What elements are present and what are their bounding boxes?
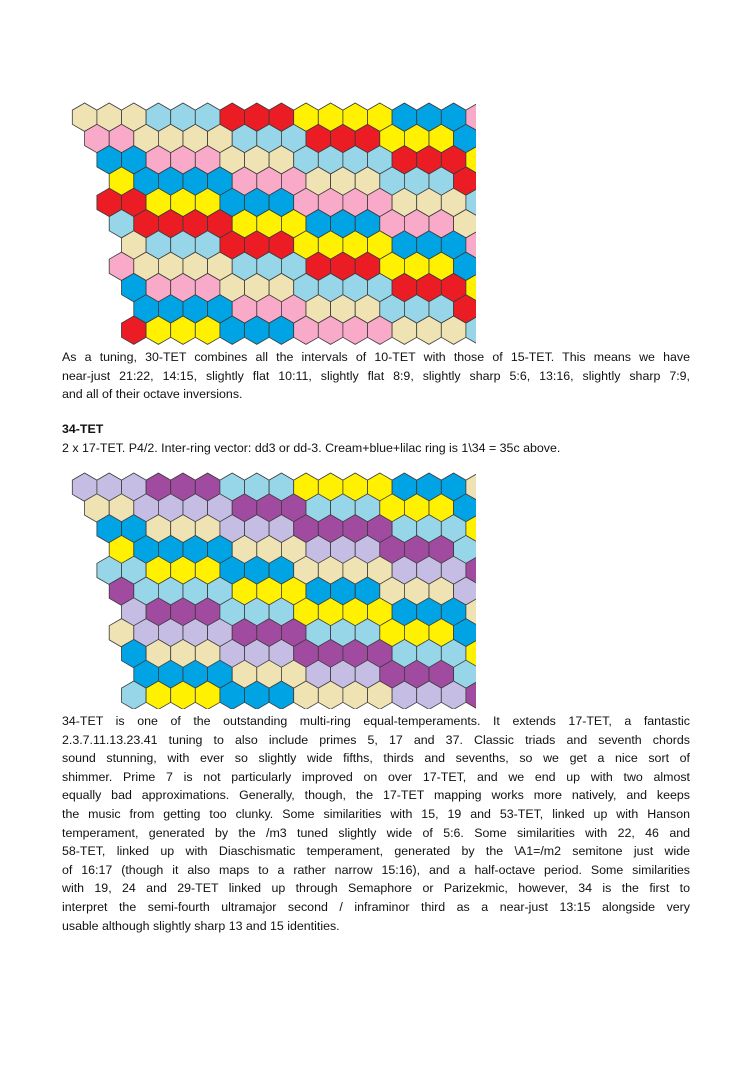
text-line: of 16:17 (though it also maps to a rather narrow 15:16), and a half-octave period. Some similarities xyxy=(62,862,690,877)
section-heading-34tet: 34-TET xyxy=(62,422,104,436)
hex-lattice-30tet-svg xyxy=(0,100,476,345)
text-line: equally bad approximations. Generally, though, the 17-TET mapping works more natively, and keeps xyxy=(62,788,690,803)
text-line: 58-TET, linked up with Diaschismatic temperament, generated by the \A1=/m2 semitone just wide xyxy=(62,844,690,859)
text-line: and all of their octave inversions. xyxy=(62,387,243,402)
text-line: temperament, generated by the /m3 tuned slightly wide of 5:6. Some similarities with 22, 46 and xyxy=(62,825,690,840)
text-line: As a tuning, 30-TET combines all the intervals of 10-TET with those of 15-TET. This means we have xyxy=(62,350,690,364)
hex-lattice-34tet-svg xyxy=(0,469,476,709)
paragraph-34tet xyxy=(62,712,690,935)
text-line: usable although slightly sharp 13 and 15 identities. xyxy=(62,918,340,933)
text-line: the music from getting too clunky. Some similarities with 15, 19 and 53-TET, linked up with Hanson xyxy=(62,806,690,821)
paragraph-30tet xyxy=(62,348,690,404)
text-line: 2.3.7.11.13.23.41 tuning to also include primes 5, 17 and 37. Classic triads and seventh chords xyxy=(62,732,690,747)
text-line: interpret the semi-fourth ultramajor second / inframinor third as a near-just 13:15 alongside very xyxy=(62,899,690,914)
hex-lattice-34tet xyxy=(0,469,476,709)
text-line: sound stunning, with ever so slightly wide fifths, thirds and sevenths, so we get a nice sort of xyxy=(62,751,690,766)
text-line: near-just 21:22, 14:15, slightly flat 10:11, slightly flat 8:9, slightly sharp 5:6, 13:16, slightly sharp 7:9, xyxy=(62,368,690,383)
section-subtitle-34tet: 2 x 17-TET. P4/2. Inter-ring vector: dd3 or dd-3. Cream+blue+lilac ring is 1\34 = 35c above. xyxy=(62,441,561,455)
text-line: shimmer. Prime 7 is not particularly improved on over 17-TET, and we end up with two almost xyxy=(62,769,690,784)
text-line: with 19, 24 and 29-TET linked up through Semaphore or Parizekmic, however, 34 is the first to xyxy=(62,881,690,896)
text-line: 34-TET is one of the outstanding multi-ring equal-temperaments. It extends 17-TET, a fantastic xyxy=(62,714,690,728)
hex-lattice-30tet xyxy=(0,100,476,345)
